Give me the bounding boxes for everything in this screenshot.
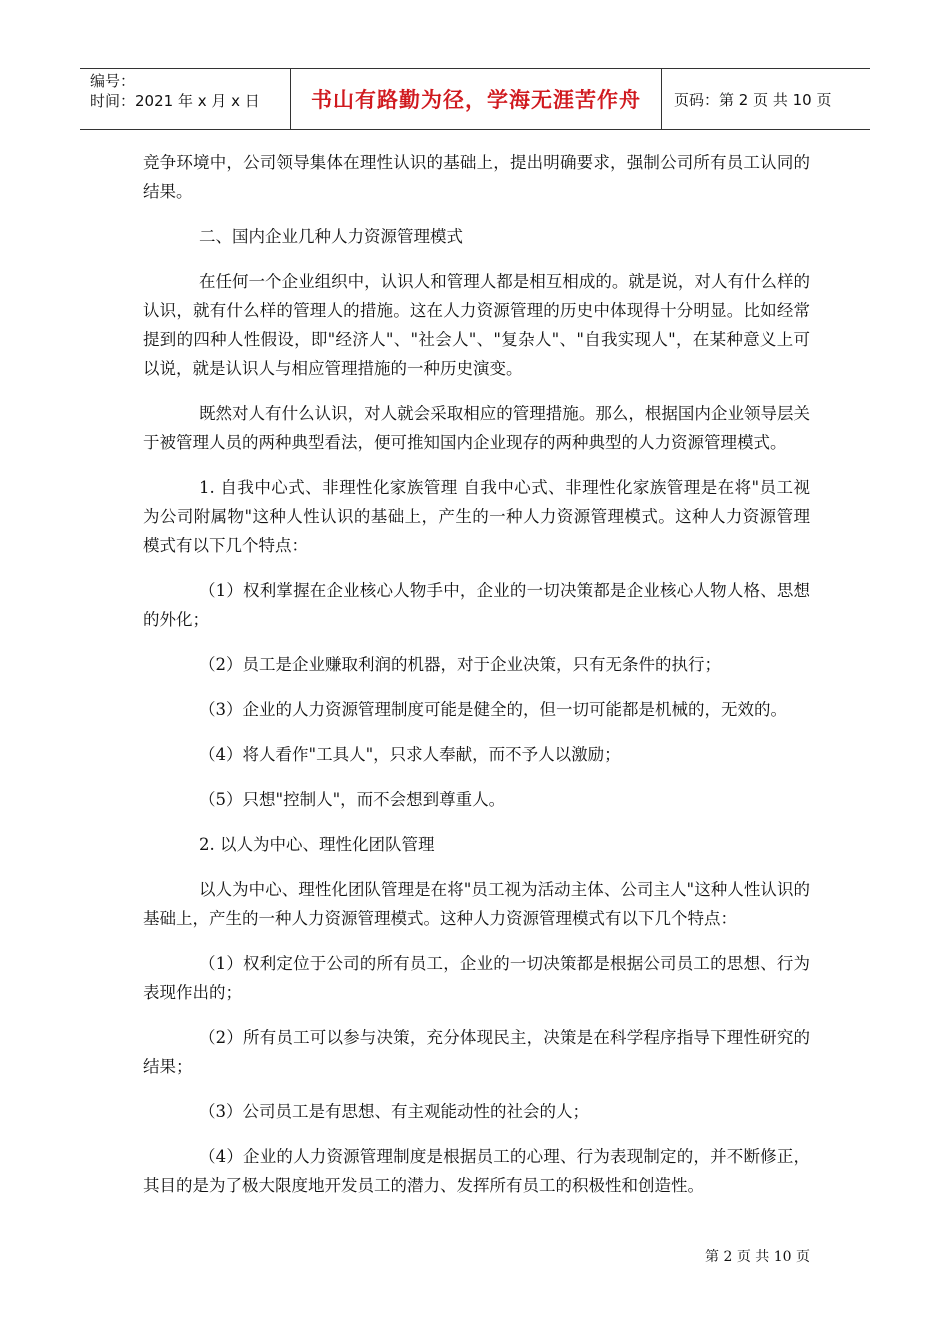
list-item: （4）将人看作"工具人"，只求人奉献，而不予人以激励； xyxy=(199,745,621,764)
list-item: （1）权利掌握在企业核心人物手中，企业的一切决策都是企业核心人物人格、思想的外化； xyxy=(143,581,810,629)
list-item: （3）公司员工是有思想、有主观能动性的社会的人； xyxy=(199,1102,589,1121)
header-page-info: 页码：第 2 页 共 10 页 xyxy=(674,90,832,109)
page-header xyxy=(80,68,870,130)
paragraph: 1. 自我中心式、非理性化家族管理 自我中心式、非理性化家族管理是在将"员工视为公司附属物"这种人性认识的基础上，产生的一种人力资源管理模式。这种人力资源管理模式有以下几个特点： xyxy=(143,478,810,555)
subsection-heading: 2. 以人为中心、理性化团队管理 xyxy=(199,835,435,854)
list-item: （2）所有员工可以参与决策，充分体现民主，决策是在科学程序指导下理性研究的结果； xyxy=(143,1028,810,1076)
paragraph: 既然对人有什么认识，对人就会采取相应的管理措施。那么，根据国内企业领导层关于被管理人员的两种典型看法，便可推知国内企业现存的两种典型的人力资源管理模式。 xyxy=(143,404,810,452)
list-item: （2）员工是企业赚取利润的机器，对于企业决策，只有无条件的执行； xyxy=(199,655,721,674)
page-footer: 第 2 页 共 10 页 xyxy=(705,1249,810,1265)
section-heading: 二、国内企业几种人力资源管理模式 xyxy=(199,227,463,246)
header-motto: 书山有路勤为径，学海无涯苦作舟 xyxy=(291,69,662,129)
document-body xyxy=(143,148,810,1216)
list-item: （3）企业的人力资源管理制度可能是健全的，但一切可能都是机械的，无效的。 xyxy=(199,700,787,719)
paragraph: 以人为中心、理性化团队管理是在将"员工视为活动主体、公司主人"这种人性认识的基础上，产生的一种人力资源管理模式。这种人力资源管理模式有以下几个特点： xyxy=(143,880,810,928)
header-meta xyxy=(80,69,291,129)
list-item: （4）企业的人力资源管理制度是根据员工的心理、行为表现制定的，并不断修正，其目的是为了极大限度地开发员工的潜力、发挥所有员工的积极性和创造性。 xyxy=(143,1147,810,1195)
list-item: （5）只想"控制人"，而不会想到尊重人。 xyxy=(199,790,506,809)
date-label: 时间：2021 年 x 月 x 日 xyxy=(90,92,260,110)
list-item: （1）权利定位于公司的所有员工，企业的一切决策都是根据公司员工的思想、行为表现作出的； xyxy=(143,954,810,1002)
number-label: 编号： xyxy=(90,72,136,90)
paragraph: 在任何一个企业组织中，认识人和管理人都是相互相成的。就是说，对人有什么样的认识，就有什么样的管理人的措施。这在人力资源管理的历史中体现得十分明显。比如经常提到的四种人性假设，即"经济人"、"社会人"、"复杂人"、"自我实现人"，在某种意义上可以说，就是认识人与相应管理措施的一种历史演变。 xyxy=(143,272,810,378)
paragraph: 竞争环境中，公司领导集体在理性认识的基础上，提出明确要求，强制公司所有员工认同的结果。 xyxy=(143,153,810,201)
